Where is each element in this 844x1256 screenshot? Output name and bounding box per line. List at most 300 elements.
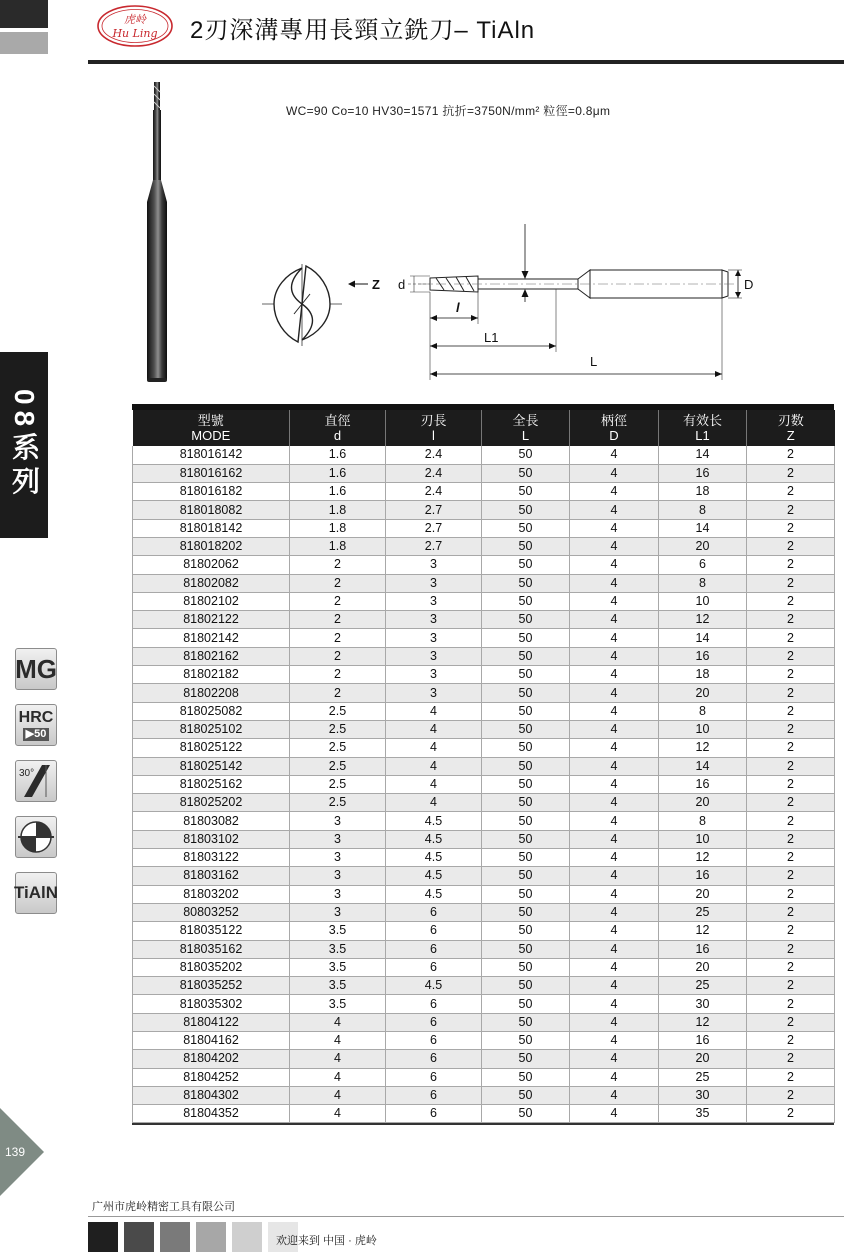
table-cell: 25 <box>659 903 747 921</box>
table-cell: 81804252 <box>133 1068 290 1086</box>
table-cell: 2.4 <box>386 483 482 501</box>
table-header-row <box>133 410 835 446</box>
D-label: D <box>744 277 754 292</box>
column-header-en: D <box>609 428 619 443</box>
table-cell: 2 <box>290 611 386 629</box>
table-cell: 818035122 <box>133 922 290 940</box>
table-cell: 50 <box>482 702 570 720</box>
table-cell: 30 <box>659 1086 747 1104</box>
table-cell: 2 <box>747 757 835 775</box>
table-cell: 6 <box>386 995 482 1013</box>
table-cell: 1.8 <box>290 537 386 555</box>
series-tab <box>0 352 48 538</box>
table-cell: 3 <box>386 574 482 592</box>
table-cell: 2.5 <box>290 775 386 793</box>
helix-angle-icon <box>15 760 57 802</box>
table-cell: 30 <box>659 995 747 1013</box>
table-cell: 4 <box>570 958 659 976</box>
table-cell: 81804352 <box>133 1105 290 1123</box>
table-cell: 4 <box>570 940 659 958</box>
table-cell: 2 <box>290 629 386 647</box>
table-cell: 2.5 <box>290 720 386 738</box>
table-cell: 2 <box>747 830 835 848</box>
color-swatch <box>196 1222 226 1252</box>
table-cell: 4 <box>570 757 659 775</box>
table-cell: 50 <box>482 629 570 647</box>
column-header <box>482 410 570 446</box>
table-cell: 2.7 <box>386 501 482 519</box>
table-cell: 818018202 <box>133 537 290 555</box>
table-cell: 2.4 <box>386 464 482 482</box>
table-cell: 818025202 <box>133 794 290 812</box>
table-cell: 81802122 <box>133 611 290 629</box>
table-cell: 2 <box>747 1086 835 1104</box>
table-cell: 50 <box>482 1105 570 1123</box>
table-cell: 2 <box>747 1013 835 1031</box>
table-cell: 3 <box>290 867 386 885</box>
column-header <box>659 410 747 446</box>
table-cell: 3 <box>386 556 482 574</box>
table-cell: 818018142 <box>133 519 290 537</box>
table-cell: 818035252 <box>133 977 290 995</box>
table-cell: 81802142 <box>133 629 290 647</box>
table-cell: 2 <box>747 592 835 610</box>
table-cell: 3 <box>290 812 386 830</box>
table-cell: 3.5 <box>290 977 386 995</box>
table-cell: 3 <box>290 830 386 848</box>
table-body <box>133 446 835 1123</box>
table-cell: 2 <box>747 977 835 995</box>
table-cell: 81802208 <box>133 684 290 702</box>
table-cell: 4 <box>570 519 659 537</box>
table-cell: 3 <box>290 849 386 867</box>
hu-ling-logo <box>96 4 174 48</box>
table-cell: 3.5 <box>290 995 386 1013</box>
table-row <box>133 977 835 995</box>
table-cell: 6 <box>386 940 482 958</box>
table-cell: 4 <box>570 977 659 995</box>
table-cell: 81803122 <box>133 849 290 867</box>
table-row <box>133 1050 835 1068</box>
table-cell: 50 <box>482 556 570 574</box>
table-cell: 16 <box>659 1032 747 1050</box>
page-number-tab <box>0 1108 44 1196</box>
table-row <box>133 446 835 464</box>
table-cell: 20 <box>659 885 747 903</box>
table-cell: 6 <box>386 1105 482 1123</box>
table-cell: 2.5 <box>290 757 386 775</box>
table-row <box>133 611 835 629</box>
table-cell: 81802062 <box>133 556 290 574</box>
table-cell: 50 <box>482 849 570 867</box>
table-cell: 50 <box>482 483 570 501</box>
table-row <box>133 647 835 665</box>
table-cell: 3.5 <box>290 922 386 940</box>
table-cell: 3 <box>290 885 386 903</box>
table-row <box>133 574 835 592</box>
table-cell: 8 <box>659 812 747 830</box>
table-bottom-rule <box>132 1123 834 1125</box>
table-cell: 3.5 <box>290 940 386 958</box>
L1-label: L1 <box>484 330 499 345</box>
table-cell: 818016162 <box>133 464 290 482</box>
table-cell: 50 <box>482 592 570 610</box>
table-cell: 2 <box>747 446 835 464</box>
table-cell: 50 <box>482 647 570 665</box>
table-cell: 4.5 <box>386 867 482 885</box>
table-cell: 4 <box>290 1068 386 1086</box>
table-cell: 14 <box>659 629 747 647</box>
table-cell: 4 <box>570 739 659 757</box>
table-cell: 2 <box>290 647 386 665</box>
table-cell: 4 <box>570 611 659 629</box>
table-cell: 2 <box>290 592 386 610</box>
table-cell: 50 <box>482 958 570 976</box>
helix-angle-label: 30° <box>19 768 35 779</box>
table-cell: 2 <box>747 519 835 537</box>
table-cell: 81802082 <box>133 574 290 592</box>
tialn-coating-icon <box>15 872 57 914</box>
table-row <box>133 867 835 885</box>
table-cell: 2 <box>747 684 835 702</box>
table-cell: 2 <box>747 775 835 793</box>
table-cell: 818016142 <box>133 446 290 464</box>
table-cell: 50 <box>482 922 570 940</box>
table-cell: 6 <box>386 1050 482 1068</box>
table-cell: 81802182 <box>133 666 290 684</box>
table-cell: 18 <box>659 483 747 501</box>
table-row <box>133 1105 835 1123</box>
table-cell: 81803102 <box>133 830 290 848</box>
table-cell: 2.5 <box>290 702 386 720</box>
table-cell: 4 <box>570 1050 659 1068</box>
table-cell: 6 <box>386 922 482 940</box>
table-row <box>133 501 835 519</box>
column-header <box>570 410 659 446</box>
table-cell: 2 <box>747 794 835 812</box>
column-header-en: Z <box>786 428 795 443</box>
table-cell: 81802162 <box>133 647 290 665</box>
table-cell: 10 <box>659 720 747 738</box>
series-tab-label: 08系列 <box>9 389 40 501</box>
table-cell: 4 <box>290 1013 386 1031</box>
table-cell: 50 <box>482 775 570 793</box>
table-cell: 4 <box>570 1032 659 1050</box>
table-cell: 4 <box>570 629 659 647</box>
table-cell: 2 <box>747 556 835 574</box>
table-cell: 4.5 <box>386 885 482 903</box>
table-cell: 4 <box>570 849 659 867</box>
table-cell: 20 <box>659 958 747 976</box>
table-cell: 2.5 <box>290 794 386 812</box>
cross-section-view <box>262 264 342 346</box>
column-header-en: MODE <box>191 428 231 443</box>
table-cell: 2 <box>747 1032 835 1050</box>
table-row <box>133 940 835 958</box>
table-cell: 4 <box>570 537 659 555</box>
table-cell: 2 <box>747 647 835 665</box>
table-cell: 14 <box>659 757 747 775</box>
column-header-en: L <box>521 428 530 443</box>
table-cell: 818035202 <box>133 958 290 976</box>
table-row <box>133 885 835 903</box>
table-cell: 4 <box>570 501 659 519</box>
table-cell: 4 <box>570 464 659 482</box>
table-cell: 81804302 <box>133 1086 290 1104</box>
table-row <box>133 483 835 501</box>
table-cell: 4.5 <box>386 812 482 830</box>
table-cell: 8 <box>659 574 747 592</box>
table-cell: 2 <box>747 1050 835 1068</box>
table-cell: 6 <box>386 1013 482 1031</box>
table-cell: 14 <box>659 446 747 464</box>
table-cell: 4 <box>290 1105 386 1123</box>
table-cell: 2.7 <box>386 519 482 537</box>
table-cell: 2 <box>290 684 386 702</box>
dimension-drawing <box>258 218 768 390</box>
table-cell: 4 <box>290 1086 386 1104</box>
mg-grade-icon <box>15 648 57 690</box>
table-cell: 81804202 <box>133 1050 290 1068</box>
table-cell: 6 <box>659 556 747 574</box>
table-cell: 81803082 <box>133 812 290 830</box>
table-cell: 3 <box>386 611 482 629</box>
column-header-en: d <box>333 428 342 443</box>
table-cell: 2 <box>290 574 386 592</box>
column-header-cn: 全長 <box>512 413 539 428</box>
table-cell: 12 <box>659 922 747 940</box>
table-cell: 1.8 <box>290 519 386 537</box>
table-row <box>133 757 835 775</box>
table-cell: 50 <box>482 812 570 830</box>
z-label: Z <box>372 277 380 292</box>
table-cell: 50 <box>482 885 570 903</box>
table-cell: 818025082 <box>133 702 290 720</box>
table-cell: 4.5 <box>386 977 482 995</box>
table-row <box>133 556 835 574</box>
table-cell: 2 <box>747 666 835 684</box>
table-cell: 50 <box>482 794 570 812</box>
table-cell: 50 <box>482 537 570 555</box>
company-name: 广州市虎岭精密工具有限公司 <box>92 1201 235 1213</box>
table-cell: 2.4 <box>386 446 482 464</box>
table-cell: 50 <box>482 1086 570 1104</box>
header-block-grey <box>0 32 48 54</box>
color-swatch <box>88 1222 118 1252</box>
mg-icon-label: MG <box>15 653 57 684</box>
column-header <box>133 410 290 446</box>
coating-icon-label: TiAlN <box>13 883 59 902</box>
d-label: d <box>398 277 406 292</box>
table-row <box>133 958 835 976</box>
table-cell: 818025162 <box>133 775 290 793</box>
table-cell: 20 <box>659 537 747 555</box>
table-cell: 35 <box>659 1105 747 1123</box>
table-cell: 4 <box>570 446 659 464</box>
table-cell: 3.5 <box>290 958 386 976</box>
table-cell: 2 <box>747 812 835 830</box>
table-cell: 2 <box>290 556 386 574</box>
table-cell: 10 <box>659 592 747 610</box>
hrc-icon-value: ▶50 <box>23 728 50 741</box>
table-cell: 12 <box>659 849 747 867</box>
table-cell: 81804122 <box>133 1013 290 1031</box>
table-cell: 4 <box>570 885 659 903</box>
table-cell: 50 <box>482 1032 570 1050</box>
table-cell: 18 <box>659 666 747 684</box>
column-header <box>386 410 482 446</box>
table-cell: 4 <box>570 1086 659 1104</box>
table-cell: 81803162 <box>133 867 290 885</box>
table-cell: 4 <box>570 574 659 592</box>
product-table <box>132 410 835 1123</box>
table-cell: 2 <box>747 958 835 976</box>
column-header-cn: 有效长 <box>682 413 722 428</box>
table-row <box>133 537 835 555</box>
L-label: L <box>590 354 598 369</box>
table-cell: 6 <box>386 903 482 921</box>
column-header-cn: 直徑 <box>324 413 351 428</box>
table-cell: 4 <box>570 592 659 610</box>
table-cell: 3 <box>386 629 482 647</box>
table-cell: 1.6 <box>290 446 386 464</box>
table-row <box>133 794 835 812</box>
table-cell: 50 <box>482 611 570 629</box>
table-cell: 3 <box>386 647 482 665</box>
table-cell: 4 <box>570 666 659 684</box>
table-cell: 81804162 <box>133 1032 290 1050</box>
column-header-cn: 型號 <box>197 413 224 428</box>
table-cell: 818025102 <box>133 720 290 738</box>
table-cell: 2 <box>747 629 835 647</box>
header-block-dark <box>0 0 48 28</box>
two-flute-icon <box>15 816 57 858</box>
table-row <box>133 1086 835 1104</box>
table-cell: 80803252 <box>133 903 290 921</box>
table-row <box>133 1068 835 1086</box>
table-cell: 2 <box>747 867 835 885</box>
table-cell: 2 <box>747 995 835 1013</box>
table-row <box>133 812 835 830</box>
table-cell: 4 <box>570 720 659 738</box>
table-row <box>133 519 835 537</box>
table-cell: 4 <box>570 483 659 501</box>
table-cell: 2 <box>747 1105 835 1123</box>
table-cell: 3 <box>290 903 386 921</box>
table-cell: 4 <box>570 922 659 940</box>
table-row <box>133 849 835 867</box>
column-header <box>747 410 835 446</box>
l-label: l <box>456 300 460 315</box>
table-cell: 4 <box>386 794 482 812</box>
table-cell: 4 <box>570 1013 659 1031</box>
table-cell: 1.6 <box>290 483 386 501</box>
table-cell: 3 <box>386 684 482 702</box>
table-cell: 2 <box>747 885 835 903</box>
table-cell: 2 <box>747 849 835 867</box>
table-cell: 2 <box>747 483 835 501</box>
column-header-cn: 柄徑 <box>600 413 627 428</box>
color-swatch <box>232 1222 262 1252</box>
table-cell: 2 <box>747 903 835 921</box>
table-cell: 4 <box>386 757 482 775</box>
table-row <box>133 922 835 940</box>
table-cell: 2 <box>747 501 835 519</box>
table-cell: 16 <box>659 940 747 958</box>
welcome-text: 欢迎来到 中国 · 虎岭 <box>276 1235 377 1247</box>
tool-side-view <box>408 270 736 298</box>
table-cell: 6 <box>386 1086 482 1104</box>
column-header <box>290 410 386 446</box>
table-cell: 4 <box>570 903 659 921</box>
table-cell: 2 <box>747 574 835 592</box>
table-cell: 4 <box>570 556 659 574</box>
table-cell: 4 <box>290 1050 386 1068</box>
logo-text-top: 虎岭 <box>124 13 146 26</box>
table-cell: 16 <box>659 867 747 885</box>
table-row <box>133 739 835 757</box>
table-cell: 6 <box>386 958 482 976</box>
table-cell: 8 <box>659 501 747 519</box>
table-cell: 25 <box>659 977 747 995</box>
table-cell: 6 <box>386 1032 482 1050</box>
table-cell: 2 <box>290 666 386 684</box>
table-cell: 50 <box>482 830 570 848</box>
table-cell: 4 <box>570 647 659 665</box>
table-cell: 4 <box>570 794 659 812</box>
table-cell: 50 <box>482 684 570 702</box>
table-row <box>133 995 835 1013</box>
table-cell: 4 <box>570 684 659 702</box>
table-cell: 2 <box>747 940 835 958</box>
table-cell: 81802102 <box>133 592 290 610</box>
table-cell: 16 <box>659 464 747 482</box>
table-cell: 50 <box>482 464 570 482</box>
table-cell: 2 <box>747 720 835 738</box>
table-cell: 818025122 <box>133 739 290 757</box>
end-mill-photo <box>138 82 178 384</box>
table-cell: 50 <box>482 666 570 684</box>
table-cell: 50 <box>482 446 570 464</box>
table-row <box>133 1032 835 1050</box>
table-cell: 50 <box>482 977 570 995</box>
table-row <box>133 629 835 647</box>
table-cell: 4 <box>570 775 659 793</box>
table-cell: 50 <box>482 1013 570 1031</box>
table-cell: 50 <box>482 739 570 757</box>
table-cell: 4 <box>570 867 659 885</box>
table-cell: 50 <box>482 940 570 958</box>
table-cell: 50 <box>482 995 570 1013</box>
table-cell: 12 <box>659 739 747 757</box>
table-cell: 50 <box>482 720 570 738</box>
logo-text-bottom: Hu Ling <box>112 27 158 40</box>
table-cell: 4 <box>570 702 659 720</box>
table-row <box>133 830 835 848</box>
column-header-cn: 刃数 <box>777 413 804 428</box>
table-cell: 8 <box>659 702 747 720</box>
table-cell: 4.5 <box>386 830 482 848</box>
table-row <box>133 464 835 482</box>
table-cell: 2 <box>747 1068 835 1086</box>
hrc-hardness-icon <box>15 704 57 746</box>
table-cell: 4 <box>290 1032 386 1050</box>
table-cell: 2 <box>747 702 835 720</box>
table-cell: 4 <box>570 812 659 830</box>
page-number: 139 <box>5 1145 26 1159</box>
table-row <box>133 775 835 793</box>
table-cell: 20 <box>659 1050 747 1068</box>
